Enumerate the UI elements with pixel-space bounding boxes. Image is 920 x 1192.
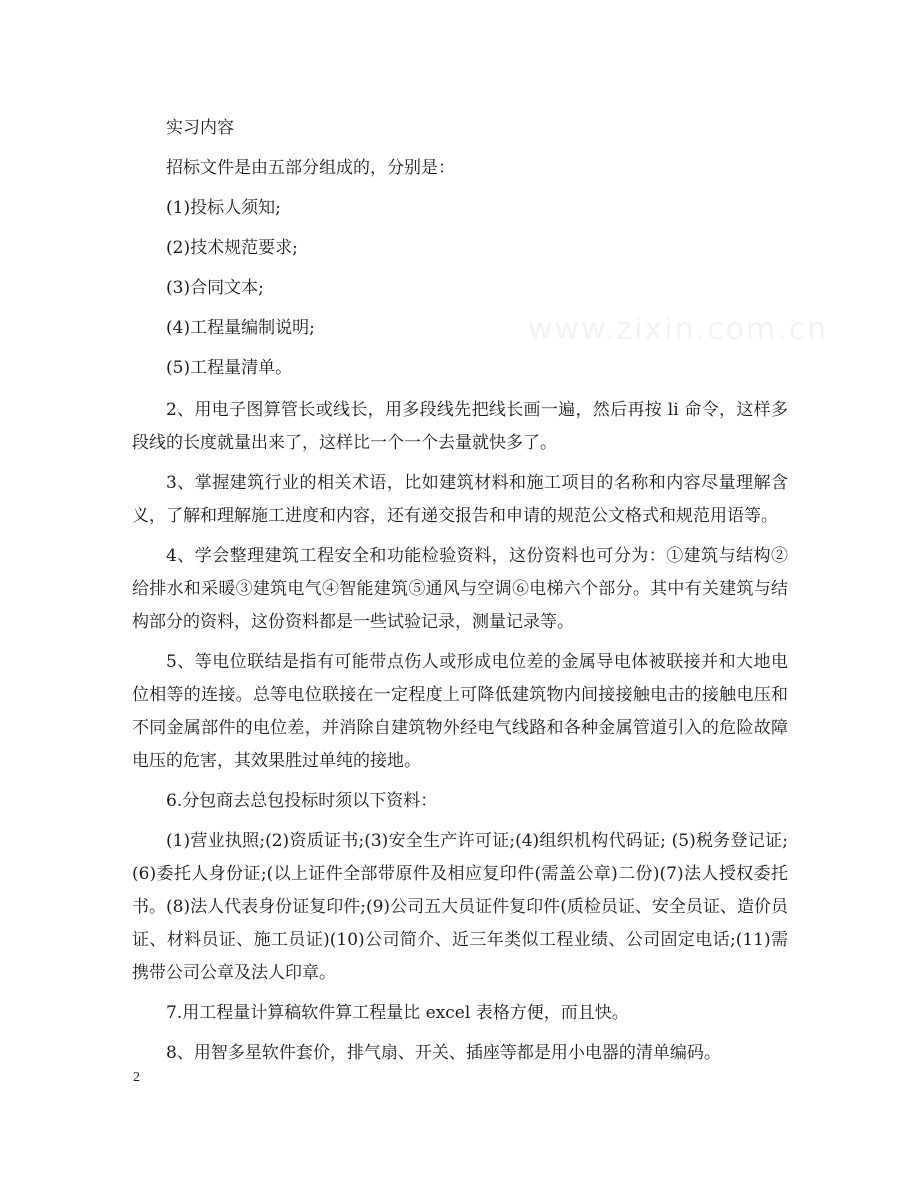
list-item: (3)合同文本; (166, 278, 264, 298)
paragraph: 4、学会整理建筑工程安全和功能检验资料，这份资料也可分为：①建筑与结构②给排水和采暖③建筑电气④智能建筑⑤通风与空调⑥电梯六个部分。其中有关建筑与结构部分的资料，这份资料都是一些试验记录，测量记录等。 (132, 546, 788, 632)
section-heading: 实习内容 (166, 118, 234, 138)
watermark: www.zixin.com.cn (528, 312, 829, 347)
document-body (132, 108, 788, 1077)
list-item: (4)工程量编制说明; (166, 318, 315, 338)
list-item: (2)技术规范要求; (166, 238, 298, 258)
list-item: (1)投标人须知; (166, 198, 281, 218)
paragraph: 7.用工程量计算稿软件算工程量比 excel 表格方便，而且快。 (166, 1003, 629, 1023)
list-item: (5)工程量清单。 (166, 358, 293, 378)
paragraph: 5、等电位联结是指有可能带点伤人或形成电位差的金属导电体被联接并和大地电位相等的连接。总等电位联接在一定程度上可降低建筑物内间接接触电击的接触电压和不同金属部件的电位差，并消除自建筑物外经电气线路和各种金属管道引入的危险故障电压的危害，其效果胜过单纯的接地。 (132, 652, 788, 771)
intro-line: 招标文件是由五部分组成的，分别是： (166, 158, 455, 178)
paragraph: 3、掌握建筑行业的相关术语，比如建筑材料和施工项目的名称和内容尽量理解含义，了解和理解施工进度和内容，还有递交报告和申请的规范公文格式和规范用语等。 (132, 473, 788, 526)
paragraph: 2、用电子图算管长或线长，用多段线先把线长画一遍，然后再按 li 命令，这样多段线的长度就量出来了，这样比一个一个去量就快多了。 (132, 400, 788, 453)
paragraph: 6.分包商去总包投标时须以下资料： (166, 791, 438, 811)
paragraph: 8、用智多星软件套价，排气扇、开关、插座等都是用小电器的清单编码。 (166, 1043, 721, 1063)
paragraph: (1)营业执照;(2)资质证书;(3)安全生产许可证;(4)组织机构代码证; (5)税务登记证;(6)委托人身份证;(以上证件全部带原件及相应复印件(需盖公章)二份)(7)法人授权委托书。(8)法人代表身份证复印件;(9)公司五大员证件复印件(质检员证、安全员证、造价员证、材料员证、施工员证)(10)公司简介、近三年类似工程业绩、公司固定电话;(11)需携带公司公章及法人印章。 (132, 831, 788, 983)
page-number: 2 (133, 1070, 140, 1085)
